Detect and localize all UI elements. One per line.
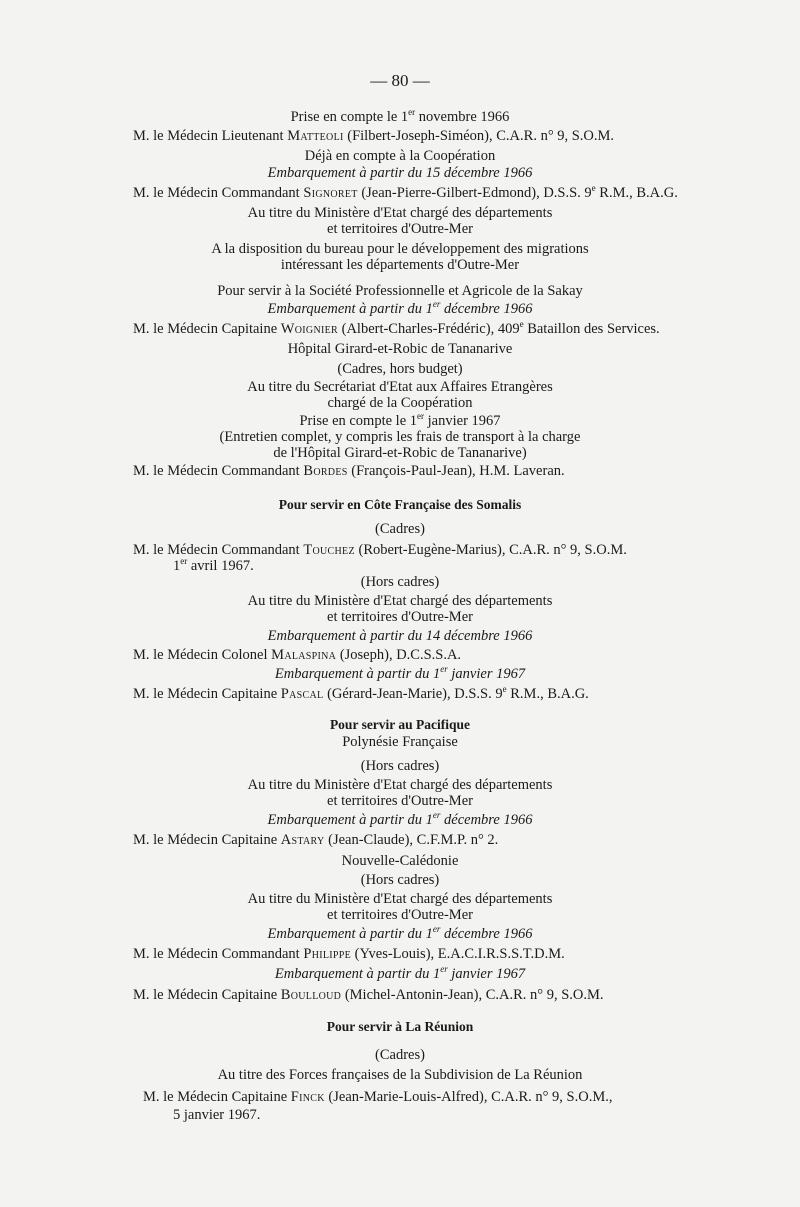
embarkation-line: Embarquement à partir du 1er décembre 1966 — [267, 810, 533, 828]
text-line: et territoires d'Outre-Mer — [327, 793, 473, 809]
officer-line: M. le Médecin Capitaine Finck (Jean-Marie-Louis-Alfred), C.A.R. n° 9, S.O.M., — [143, 1089, 613, 1105]
officer-line: M. le Médecin Capitaine Astary (Jean-Claude), C.F.M.P. n° 2. — [133, 832, 499, 848]
officer-name: Touchez — [303, 542, 355, 558]
officer-name: Astary — [280, 832, 325, 848]
text-line: et territoires d'Outre-Mer — [327, 907, 473, 923]
text-line: Au titre du Ministère d'Etat chargé des départements — [247, 777, 553, 793]
officer-line: M. le Médecin Colonel Malaspina (Joseph), D.C.S.S.A. — [133, 647, 462, 663]
text-line: (Hors cadres) — [360, 574, 440, 590]
text-line: Au titre des Forces françaises de la Subdivision de La Réunion — [217, 1067, 583, 1083]
embarkation-line: Embarquement à partir du 15 décembre 1966 — [267, 165, 533, 181]
text-line: (Cadres) — [375, 521, 425, 537]
text-line: intéressant les départements d'Outre-Mer — [280, 257, 520, 273]
text-line: (Hors cadres) — [360, 758, 440, 774]
text-line: (Hors cadres) — [360, 872, 440, 888]
text-line: (Cadres, hors budget) — [337, 361, 463, 377]
subsection-heading: Nouvelle-Calédonie — [341, 853, 459, 869]
embarkation-line: Embarquement à partir du 14 décembre 1966 — [267, 628, 533, 644]
officer-name: Pascal — [280, 686, 324, 702]
section-heading: Pour servir en Côte Française des Somalis — [278, 497, 522, 512]
text-line: 5 janvier 1967. — [173, 1107, 261, 1123]
officer-line: M. le Médecin Capitaine Pascal (Gérard-Jean-Marie), D.S.S. 9e R.M., B.A.G. — [133, 684, 589, 702]
text-line: A la disposition du bureau pour le développement des migrations — [211, 241, 589, 257]
text-line: Pour servir à la Société Professionnelle et Agricole de la Sakay — [217, 283, 583, 299]
text-line: Prise en compte le 1er janvier 1967 — [299, 411, 501, 429]
officer-name: Woignier — [280, 321, 338, 337]
text-line: 1er avril 1967. — [173, 556, 254, 574]
text-line: (Entretien complet, y compris les frais de transport à la charge — [219, 429, 581, 445]
text-line: Déjà en compte à la Coopération — [304, 148, 496, 164]
embarkation-line: Embarquement à partir du 1er décembre 1966 — [267, 924, 533, 942]
text-line: Au titre du Ministère d'Etat chargé des départements — [247, 593, 553, 609]
text-line: Hôpital Girard-et-Robic de Tananarive — [287, 341, 513, 357]
officer-line: M. le Médecin Commandant Philippe (Yves-Louis), E.A.C.I.R.S.S.T.D.M. — [133, 946, 565, 962]
text-line: Au titre du Ministère d'Etat chargé des départements — [247, 891, 553, 907]
officer-line: M. le Médecin Commandant Signoret (Jean-Pierre-Gilbert-Edmond), D.S.S. 9e R.M., B.A.G. — [133, 183, 678, 201]
officer-line: M. le Médecin Commandant Bordes (François-Paul-Jean), H.M. Laveran. — [133, 463, 565, 479]
officer-line: M. le Médecin Capitaine Woignier (Albert-Charles-Frédéric), 409e Bataillon des Services. — [133, 319, 660, 337]
section-heading: Pour servir à La Réunion — [326, 1019, 474, 1034]
officer-name: Signoret — [303, 185, 358, 201]
text-line: Au titre du Secrétariat d'Etat aux Affaires Etrangères — [247, 379, 553, 395]
officer-name: Finck — [290, 1089, 325, 1105]
officer-line: M. le Médecin Commandant Touchez (Robert-Eugène-Marius), C.A.R. n° 9, S.O.M. — [133, 542, 627, 558]
text-line: Au titre du Ministère d'Etat chargé des départements — [247, 205, 553, 221]
text-line: chargé de la Coopération — [327, 395, 473, 411]
subsection-heading: Polynésie Française — [342, 734, 458, 750]
text-line: et territoires d'Outre-Mer — [327, 609, 473, 625]
text-line: et territoires d'Outre-Mer — [327, 221, 473, 237]
officer-name: Philippe — [303, 946, 352, 962]
officer-name: Malaspina — [271, 647, 337, 663]
section-heading: Pour servir au Pacifique — [329, 717, 471, 732]
text-line: de l'Hôpital Girard-et-Robic de Tananarive) — [273, 445, 527, 461]
officer-name: Matteoli — [287, 128, 344, 144]
officer-line: M. le Médecin Lieutenant Matteoli (Filbert-Joseph-Siméon), C.A.R. n° 9, S.O.M. — [133, 128, 615, 144]
embarkation-line: Embarquement à partir du 1er janvier 1967 — [274, 664, 526, 682]
officer-line: M. le Médecin Capitaine Boulloud (Michel-Antonin-Jean), C.A.R. n° 9, S.O.M. — [133, 987, 604, 1003]
officer-name: Bordes — [303, 463, 348, 479]
page-number: — 80 — — [370, 71, 430, 90]
text-line: (Cadres) — [375, 1047, 425, 1063]
embarkation-line: Embarquement à partir du 1er décembre 1966 — [267, 299, 533, 317]
officer-name: Boulloud — [280, 987, 342, 1003]
embarkation-line: Embarquement à partir du 1er janvier 1967 — [274, 964, 526, 982]
text-line: Prise en compte le 1er novembre 1966 — [290, 107, 510, 125]
